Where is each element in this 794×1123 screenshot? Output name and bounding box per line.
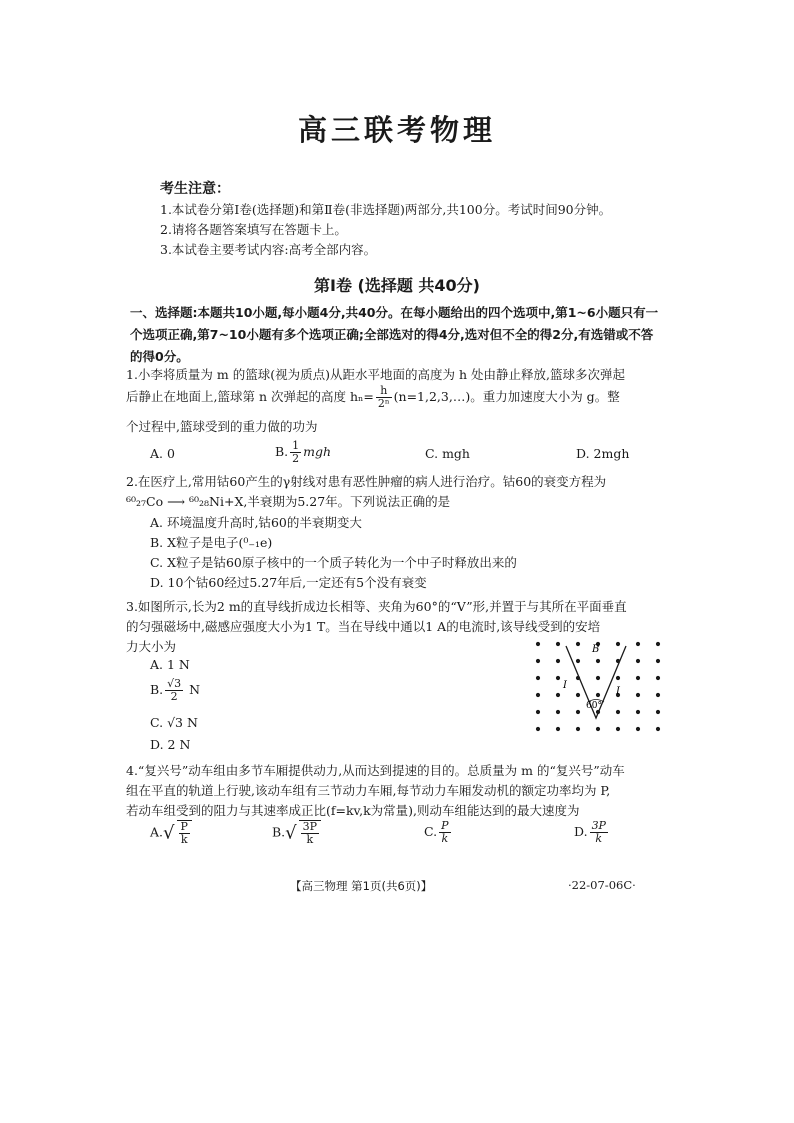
q4-option-d-fraction (590, 820, 608, 845)
field-dot (556, 676, 560, 680)
option-letter: B. (272, 824, 286, 840)
field-dot (536, 642, 540, 646)
q3-option-d[interactable]: D. 2 N (150, 737, 191, 752)
q4-option-d[interactable] (574, 820, 610, 845)
q1-line3: 个过程中,篮球受到的重力做的功为 (126, 419, 318, 434)
field-dot (656, 659, 660, 663)
notice-heading: 考生注意： (160, 181, 230, 197)
field-dot (576, 727, 580, 731)
field-dot (556, 659, 560, 663)
q2-option-d[interactable]: D. 10个钴60经过5.27年后,一定还有5个没有衰变 (150, 575, 427, 590)
field-dot (556, 727, 560, 731)
q2-line2: ⁶⁰₂₇Co ⟶ ⁶⁰₂₈Ni+X,半衰期为5.27年。下列说法正确的是 (126, 494, 451, 509)
field-dot (636, 642, 640, 646)
page-title: 高三联考物理 (297, 113, 496, 147)
field-dot (636, 659, 640, 663)
option-letter: B. (275, 444, 289, 459)
field-dot (556, 642, 560, 646)
q4-option-b-fraction (299, 820, 321, 846)
option-letter: C. (424, 824, 438, 839)
frac-denominator: 2ⁿ (377, 397, 390, 410)
q4-line3: 若动车组受到的阻力与其速率成正比(f=kv,k为常量),则动车组能达到的最大速度为 (126, 803, 580, 818)
frac-denominator: k (595, 832, 603, 845)
field-dot (536, 676, 540, 680)
field-dot (596, 676, 600, 680)
q3-option-c[interactable]: C. √3 N (150, 715, 198, 730)
q4-line1: 4.“复兴号”动车组由多节车厢提供动力,从而达到提速的目的。总质量为 m 的“复兴号”动车 (126, 763, 625, 778)
q4-option-c[interactable] (424, 820, 453, 845)
q1-option-a[interactable]: A. 0 (150, 446, 175, 461)
q4-option-a[interactable] (150, 820, 194, 846)
q1-line2a: 后静止在地面上,篮球第 n 次弹起的高度 hₙ= (126, 389, 374, 404)
q3-option-b-fraction (165, 678, 183, 703)
field-dot (596, 693, 600, 697)
field-dot (556, 710, 560, 714)
v-wire-magnetic-field-figure (528, 636, 668, 740)
field-dot (656, 676, 660, 680)
field-dot (536, 693, 540, 697)
field-label-b: B (592, 644, 600, 655)
field-dot (556, 693, 560, 697)
q2-option-b[interactable]: B. X粒子是电子(⁰₋₁e) (150, 535, 273, 550)
q1-option-c[interactable]: C. mgh (425, 446, 470, 461)
field-dot (636, 710, 640, 714)
field-dot (576, 693, 580, 697)
frac-denominator: k (441, 832, 449, 845)
angle-label: 60° (586, 701, 602, 711)
q4-option-a-fraction (177, 820, 192, 846)
notice-item-3: 3.本试卷主要考试内容:高考全部内容。 (160, 242, 377, 257)
q4-line2: 组在平直的轨道上行驶,该动车组有三节动力车厢,每节动力车厢发动机的额定功率均为 P, (126, 783, 611, 798)
field-dot (656, 693, 660, 697)
field-dot (636, 693, 640, 697)
option-letter: A. (150, 824, 164, 840)
frac-numerator: 1 (292, 439, 300, 452)
field-dot (616, 642, 620, 646)
section-heading: 第Ⅰ卷 (选择题 共40分) (314, 276, 480, 295)
q2-option-a[interactable]: A. 环境温度升高时,钴60的半衰期变大 (150, 515, 362, 530)
notice-item-2: 2.请将各题答案填写在答题卡上。 (160, 222, 347, 237)
field-dot (636, 676, 640, 680)
q4-option-c-fraction (439, 820, 450, 845)
field-dot (616, 710, 620, 714)
notice-item-1: 1.本试卷分第Ⅰ卷(选择题)和第Ⅱ卷(非选择题)两部分,共100分。考试时间90分钟。 (160, 202, 612, 217)
field-dot (616, 727, 620, 731)
field-dot (536, 710, 540, 714)
field-dot (636, 727, 640, 731)
q1-line1: 1.小李将质量为 m 的篮球(视为质点)从距水平地面的高度为 h 处由静止释放,篮球多次弹起 (126, 367, 625, 382)
magnetic-field-dots (536, 642, 660, 731)
frac-denominator: k (306, 833, 314, 846)
q3-line3: 力大小为 (126, 639, 177, 654)
field-dot (656, 727, 660, 731)
q2-line1: 2.在医疗上,常用钴60产生的γ射线对患有恶性肿瘤的病人进行治疗。钴60的衰变方程为 (126, 474, 607, 489)
field-dot (596, 727, 600, 731)
q3-line2: 的匀强磁场中,磁感应强度大小为1 T。当在导线中通以1 A的电流时,该导线受到的安培 (126, 619, 601, 634)
footer-page-info: 【高三物理 第1页(共6页)】 (290, 879, 433, 893)
field-dot (656, 642, 660, 646)
frac-denominator: 2 (292, 452, 300, 465)
option-text: N (189, 682, 201, 697)
q1-option-b[interactable] (275, 440, 331, 465)
field-dot (576, 659, 580, 663)
field-dot (616, 676, 620, 680)
field-dot (536, 659, 540, 663)
field-dot (596, 659, 600, 663)
option-letter: D. (574, 824, 588, 839)
field-dot (656, 710, 660, 714)
frac-denominator: k (180, 833, 188, 846)
frac-denominator: 2 (170, 690, 178, 703)
footer-code: ·22-07-06C· (568, 878, 636, 892)
current-label-left: I (563, 680, 567, 691)
current-label-right: I (616, 686, 620, 697)
sqrt-sign-icon: √ (285, 822, 297, 844)
frac-numerator: √3 (167, 677, 182, 690)
frac-numerator: P (180, 820, 188, 833)
q4-option-b[interactable] (272, 820, 323, 846)
frac-numerator: 3P (591, 819, 606, 832)
q1-height-fraction (376, 385, 392, 410)
field-dot (576, 642, 580, 646)
q1-line2 (126, 385, 666, 410)
section-intro: 一、选择题:本题共10小题,每小题4分,共40分。在每小题给出的四个选项中,第1~6小题只有一个选项正确,第7~10小题有多个选项正确;全部选对的得4分,选对但不全的得2分,有选错或不答的得0分。 (130, 305, 659, 364)
q3-option-b[interactable] (150, 678, 200, 703)
frac-numerator: P (441, 819, 449, 832)
field-dot (536, 727, 540, 731)
sqrt-sign-icon: √ (163, 822, 175, 844)
q3-option-a[interactable]: A. 1 N (150, 657, 190, 672)
q1-option-d[interactable]: D. 2mgh (576, 446, 630, 461)
q1-option-b-fraction (290, 440, 301, 465)
frac-numerator: 3P (302, 820, 318, 833)
option-letter: B. (150, 682, 164, 697)
option-text: mgh (303, 444, 332, 459)
q2-option-c[interactable]: C. X粒子是钴60原子核中的一个质子转化为一个中子时释放出来的 (150, 555, 517, 570)
q3-line1: 3.如图所示,长为2 m的直导线折成边长相等、夹角为60°的“V”形,并置于与其所在平面垂直 (126, 599, 627, 614)
q1-line2b: (n=1,2,3,…)。重力加速度大小为 g。整 (393, 389, 620, 404)
frac-numerator: h (376, 385, 392, 398)
field-dot (576, 710, 580, 714)
